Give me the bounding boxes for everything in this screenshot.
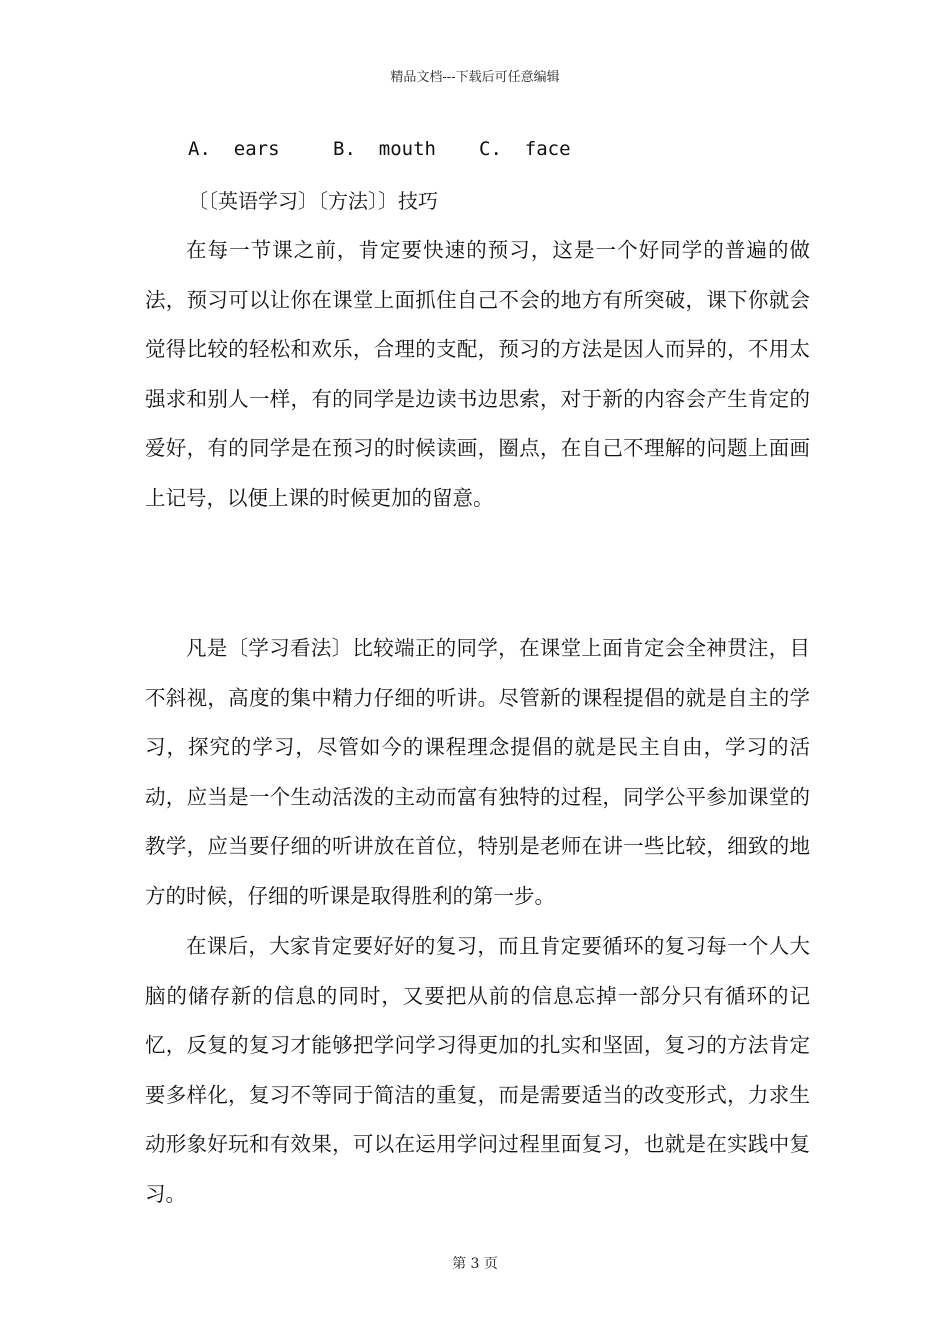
paragraph-text: 在每一节课之前，肯定要快速的预习，这是一个好同学的普遍的做法，预习可以让你在课堂上面抓住自己不会的地方有所突破，课下你就会觉得比较的轻松和欢乐，合理的支配，预习的方法是因人而异的，不用太强求和别人一样，有的同学是边读书边思索，对于新的内容会产生肯定的爱好，有的同学是在预习的时候读画，圈点，在自己不理解的问题上面画上记号，以便上课的时候更加的留意。 — [145, 238, 810, 510]
option-b: B. mouth — [333, 138, 436, 160]
paragraph-review — [145, 922, 810, 1220]
paragraph-listening — [145, 624, 810, 922]
page-header: 精品文档---下载后可任意编辑 — [390, 70, 560, 85]
paragraph-preview — [145, 226, 810, 524]
paragraph-text: 凡是〔学习看法〕比较端正的同学，在课堂上面肯定会全神贯注，目不斜视，高度的集中精力仔细的听讲。尽管新的课程提倡的就是自主的学习，探究的学习，尽管如今的课程理念提倡的就是民主自由，学习的活动，应当是一个生动活泼的主动而富有独特的过程，同学公平参加课堂的教学，应当要仔细的听讲放在首位，特别是老师在讲一些比较，细致的地方的时候，仔细的听课是取得胜利的第一步。 — [145, 636, 810, 908]
option-a: A. ears — [188, 138, 280, 160]
paragraph-text: 在课后，大家肯定要好好的复习，而且肯定要循环的复习每一个人大脑的储存新的信息的同时，又要把从前的信息忘掉一部分只有循环的记忆，反复的复习才能够把学问学习得更加的扎实和坚固，复习的方法肯定要多样化，复习不等同于简洁的重复，而是需要适当的改变形式，力求生动形象好玩和有效果，可以在运用学问过程里面复习，也就是在实践中复习。 — [145, 934, 810, 1206]
answer-options — [188, 138, 571, 160]
page-number: 第 3 页 — [452, 1256, 498, 1272]
section-heading: 〔〔英语学习〕〔方法〕〕技巧 — [188, 189, 438, 213]
option-c: C. face — [479, 138, 571, 160]
